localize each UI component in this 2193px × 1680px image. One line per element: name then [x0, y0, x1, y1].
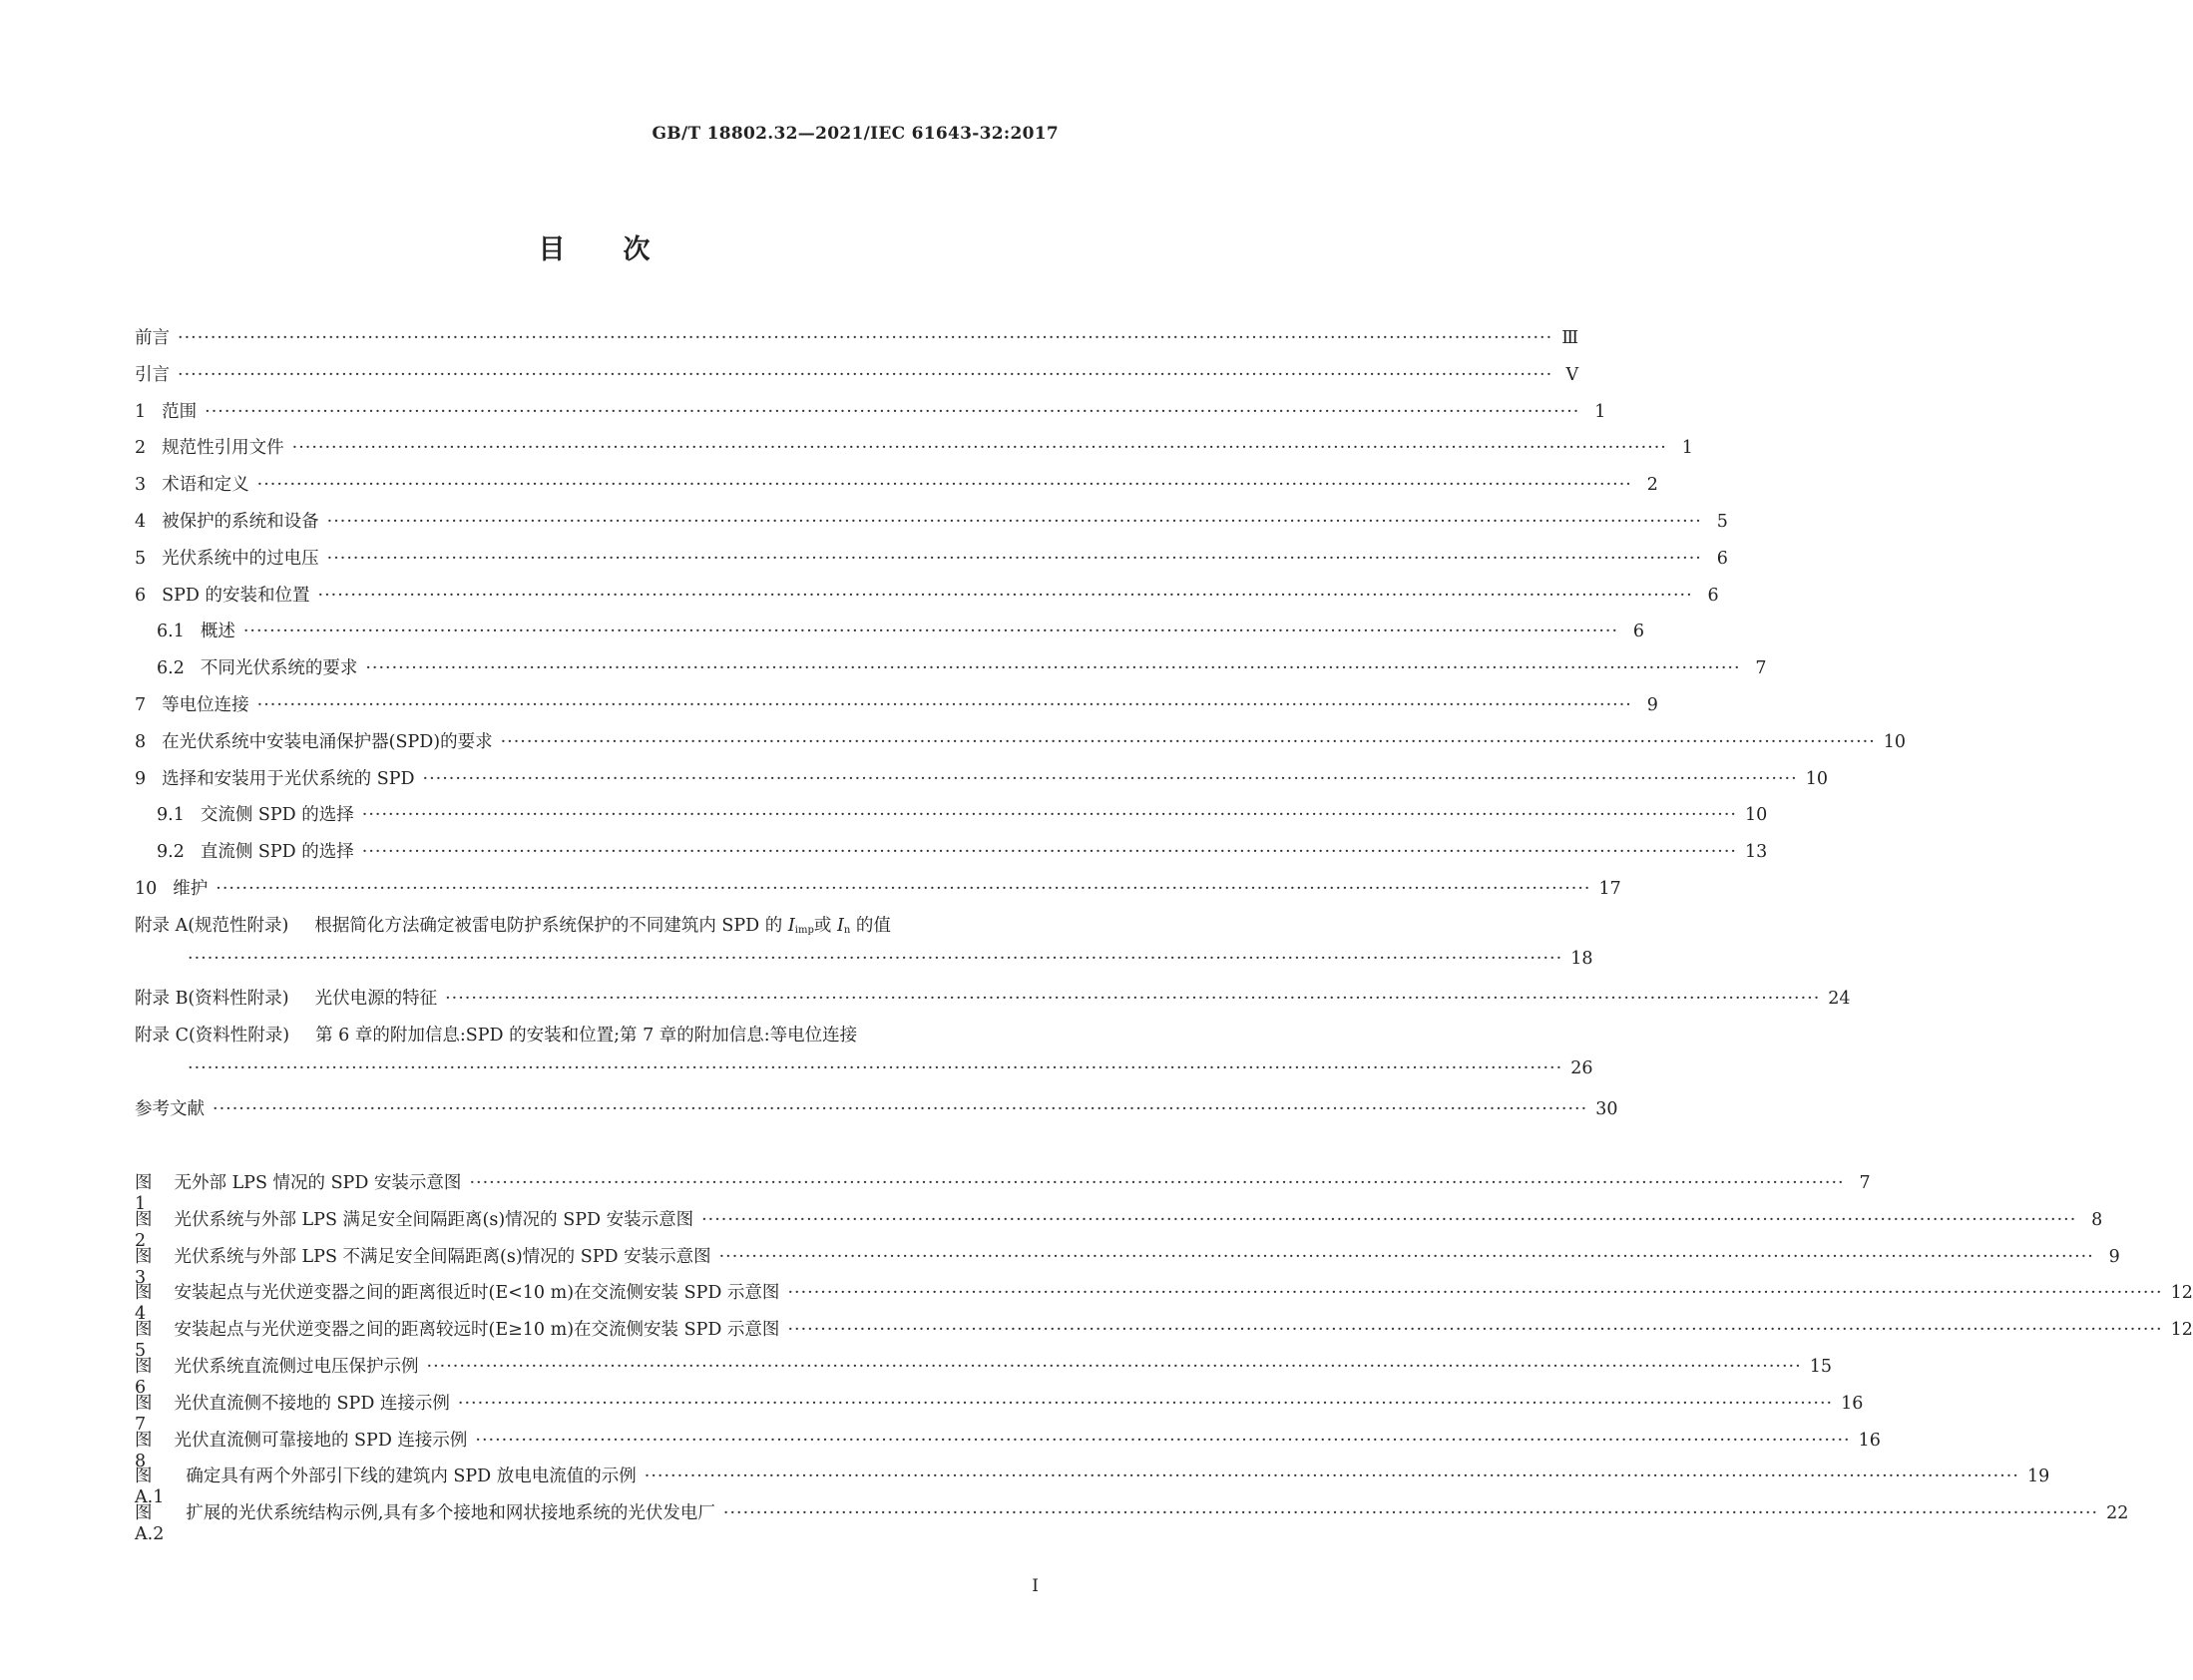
toc-number: 6.1 [157, 622, 185, 642]
list-of-figures [135, 1169, 2193, 1545]
toc-number: 10 [135, 878, 158, 899]
figure-item[interactable] [135, 1206, 2103, 1251]
figure-page: 16 [1841, 1393, 1864, 1414]
toc-number: 7 [135, 694, 147, 715]
figure-label: 图 7 [135, 1393, 153, 1435]
toc-page: 18 [1570, 948, 1593, 969]
toc-page: 7 [1755, 658, 1767, 679]
leader-dots: ·················································································································································································································· [242, 622, 1619, 642]
leader-dots: ·················································································································································································································· [787, 1283, 2163, 1304]
toc-page: 30 [1595, 1098, 1618, 1119]
toc-title: 术语和定义 [162, 475, 249, 496]
toc-number: 9 [135, 768, 147, 789]
leader-dots: ·················································································································································································································· [326, 511, 1702, 532]
toc-item-8[interactable] [135, 728, 1907, 765]
figure-label: 图 8 [135, 1430, 153, 1471]
toc-page: 6 [1632, 622, 1645, 642]
figure-title: 无外部 LPS 情况的 SPD 安装示意图 [174, 1173, 462, 1193]
figure-label: 图 6 [135, 1356, 153, 1398]
toc-number: 2 [135, 438, 147, 459]
figure-page: 7 [1859, 1173, 1871, 1193]
figure-page: 8 [2091, 1209, 2103, 1230]
toc-number: 4 [135, 511, 147, 532]
figure-label: 图 A.1 [135, 1467, 165, 1508]
toc-number: 9.1 [157, 805, 185, 826]
leader-dots: ·················································································································································································································· [787, 1320, 2163, 1341]
leader-dots: ·················································································································································································································· [213, 1098, 1588, 1119]
toc-item-annex-a-page-line[interactable] [135, 948, 1593, 986]
leader-dots: ·················································································································································································································· [361, 805, 1737, 826]
toc-title: 参考文献 [135, 1098, 205, 1119]
figure-item[interactable] [135, 1243, 2120, 1288]
toc-item-9-1[interactable] [135, 801, 1768, 838]
leader-dots: ·················································································································································································································· [256, 475, 1632, 496]
toc-page: 5 [1716, 511, 1728, 532]
figure-title: 确定具有两个外部引下线的建筑内 SPD 放电电流值的示例 [186, 1467, 637, 1487]
leader-dots: ·················································································································································································································· [188, 1057, 1563, 1078]
leader-dots: ·················································································································································································································· [291, 438, 1667, 459]
toc-item-annex-c-page-line[interactable] [135, 1057, 1593, 1095]
toc-page: 1 [1681, 438, 1693, 459]
leader-dots: ·················································································································································································································· [205, 401, 1580, 422]
toc-page: 10 [1805, 768, 1828, 789]
figure-title: 光伏系统与外部 LPS 不满足安全间隔距离(s)情况的 SPD 安装示意图 [174, 1246, 711, 1267]
figure-item[interactable] [135, 1353, 1832, 1398]
leader-dots: ·················································································································································································································· [701, 1209, 2077, 1230]
toc-number: 1 [135, 401, 147, 422]
annex-b-title: 光伏电源的特征 [314, 989, 438, 1010]
toc-number: 6 [135, 585, 147, 606]
toc-title: 范围 [162, 401, 198, 422]
figure-item[interactable] [135, 1427, 1881, 1471]
leader-dots: ·················································································································································································································· [426, 1356, 1802, 1377]
leader-dots: ·················································································································································································································· [422, 768, 1798, 789]
figure-title: 光伏系统与外部 LPS 满足安全间隔距离(s)情况的 SPD 安装示意图 [174, 1209, 694, 1230]
toc-page: 17 [1598, 878, 1621, 899]
figure-item[interactable] [135, 1279, 2193, 1325]
toc-item-1[interactable] [135, 398, 1606, 435]
toc-item-annex-c[interactable] [135, 1022, 1054, 1058]
toc-item-references[interactable] [135, 1095, 1618, 1132]
toc-number: 5 [135, 548, 147, 569]
leader-dots: ·················································································································································································································· [178, 328, 1553, 348]
figure-title: 光伏直流侧不接地的 SPD 连接示例 [174, 1393, 450, 1414]
figure-label: 图 A.2 [135, 1503, 165, 1545]
toc-item-6-1[interactable] [135, 618, 1645, 654]
figure-title: 扩展的光伏系统结构示例,具有多个接地和网状接地系统的光伏发电厂 [186, 1503, 715, 1524]
page-number: I [1032, 1576, 1039, 1596]
figure-item[interactable] [135, 1463, 2050, 1508]
leader-dots: ·················································································································································································································· [256, 694, 1632, 715]
figure-item[interactable] [135, 1169, 1871, 1214]
toc-number: 3 [135, 475, 147, 496]
toc-item-3[interactable] [135, 471, 1658, 508]
toc-page: 9 [1646, 694, 1658, 715]
toc-page: 13 [1744, 842, 1768, 863]
figure-page: 9 [2108, 1246, 2120, 1267]
figure-title: 安装起点与光伏逆变器之间的距离较远时(E≥10 m)在交流侧安装 SPD 示意图 [174, 1320, 780, 1341]
leader-dots: ·················································································································································································································· [178, 364, 1553, 385]
toc-title: 前言 [135, 328, 170, 348]
figure-item[interactable] [135, 1499, 2129, 1545]
toc-number: 8 [135, 731, 147, 752]
toc-page: Ⅲ [1561, 328, 1579, 348]
toc-title: 被保护的系统和设备 [162, 511, 319, 532]
figure-title: 光伏系统直流侧过电压保护示例 [174, 1356, 419, 1377]
toc-title: 概述 [200, 622, 235, 642]
toc-page: 6 [1707, 585, 1719, 606]
leader-dots: ·················································································································································································································· [457, 1393, 1834, 1414]
toc-title: SPD 的安装和位置 [162, 585, 310, 606]
leader-dots: ·················································································································································································································· [216, 878, 1591, 899]
leader-dots: ·················································································································································································································· [500, 731, 1876, 752]
toc-item-10[interactable] [135, 875, 1621, 912]
toc-title: 光伏系统中的过电压 [162, 548, 319, 569]
toc-item-annex-b[interactable] [135, 985, 1851, 1022]
figure-page: 19 [2026, 1467, 2050, 1487]
toc-item-6[interactable] [135, 582, 1719, 619]
toc-item-foreword[interactable] [135, 324, 1579, 361]
figure-page: 16 [1858, 1430, 1881, 1451]
toc-number: 6.2 [157, 658, 185, 679]
figure-label: 图 5 [135, 1320, 153, 1362]
annex-a-title: 根据简化方法确定被雷电防护系统保护的不同建筑内 SPD 的 $I_{imp}$或 $I_n$ 的值 [314, 915, 891, 936]
toc-title: 引言 [135, 364, 170, 385]
figure-page: 12 [2170, 1283, 2193, 1304]
leader-dots: ·················································································································································································································· [188, 948, 1563, 969]
toc-title: 不同光伏系统的要求 [200, 658, 358, 679]
toc-page: 6 [1716, 548, 1728, 569]
toc-page: 24 [1828, 989, 1851, 1010]
figure-label: 图 4 [135, 1283, 153, 1325]
toc-page: 1 [1594, 401, 1606, 422]
toc-item-annex-a[interactable] [135, 912, 1054, 949]
toc-item-4[interactable] [135, 508, 1728, 545]
figure-title: 光伏直流侧可靠接地的 SPD 连接示例 [174, 1430, 468, 1451]
figure-label: 图 3 [135, 1246, 153, 1288]
toc-title: 交流侧 SPD 的选择 [200, 805, 354, 826]
toc-item-9[interactable] [135, 765, 1828, 802]
leader-dots: ·················································································································································································································· [718, 1246, 2094, 1267]
leader-dots: ·················································································································································································································· [475, 1430, 1851, 1451]
page-title: 目次 [538, 234, 708, 265]
leader-dots: ·················································································································································································································· [644, 1467, 2019, 1487]
toc-title: 在光伏系统中安装电涌保护器(SPD)的要求 [162, 731, 493, 752]
figure-label: 图 2 [135, 1209, 153, 1251]
figure-label: 图 1 [135, 1173, 153, 1214]
annex-a-prefix: 附录 A(规范性附录) [135, 915, 289, 936]
figure-title: 安装起点与光伏逆变器之间的距离很近时(E<10 m)在交流侧安装 SPD 示意图 [174, 1283, 780, 1304]
toc-page: 2 [1646, 475, 1658, 496]
toc-page: 26 [1570, 1057, 1593, 1078]
toc-item-7[interactable] [135, 691, 1658, 728]
toc-title: 规范性引用文件 [162, 438, 284, 459]
toc-item-6-2[interactable] [135, 654, 1767, 691]
table-of-contents [135, 324, 1907, 1132]
toc-item-2[interactable] [135, 434, 1693, 471]
annex-c-title: 第 6 章的附加信息:SPD 的安装和位置;第 7 章的附加信息:等电位连接 [315, 1026, 858, 1047]
toc-item-introduction[interactable] [135, 361, 1579, 398]
leader-dots: ·················································································································································································································· [469, 1173, 1845, 1193]
figure-item[interactable] [135, 1316, 2193, 1362]
annex-c-prefix: 附录 C(资料性附录) [135, 1026, 290, 1047]
leader-dots: ·················································································································································································································· [365, 658, 1741, 679]
leader-dots: ·················································································································································································································· [317, 585, 1693, 606]
figure-item[interactable] [135, 1390, 1864, 1435]
toc-page: Ⅴ [1565, 364, 1579, 385]
leader-dots: ·················································································································································································································· [445, 989, 1821, 1010]
toc-title: 直流侧 SPD 的选择 [200, 842, 354, 863]
toc-title: 选择和安装用于光伏系统的 SPD [162, 768, 415, 789]
toc-title: 等电位连接 [162, 694, 249, 715]
figure-page: 15 [1809, 1356, 1832, 1377]
leader-dots: ·················································································································································································································· [326, 548, 1702, 569]
toc-page: 10 [1883, 731, 1907, 752]
figure-page: 22 [2106, 1503, 2129, 1524]
toc-number: 9.2 [157, 842, 185, 863]
toc-item-9-2[interactable] [135, 838, 1768, 875]
annex-b-prefix: 附录 B(资料性附录) [135, 989, 289, 1010]
leader-dots: ·················································································································································································································· [722, 1503, 2099, 1524]
toc-item-5[interactable] [135, 545, 1728, 582]
standard-number: GB/T 18802.32—2021/IEC 61643-32:2017 [652, 124, 1059, 144]
toc-title: 维护 [173, 878, 209, 899]
figure-page: 12 [2170, 1320, 2193, 1341]
toc-page: 10 [1744, 805, 1768, 826]
leader-dots: ·················································································································································································································· [361, 842, 1737, 863]
